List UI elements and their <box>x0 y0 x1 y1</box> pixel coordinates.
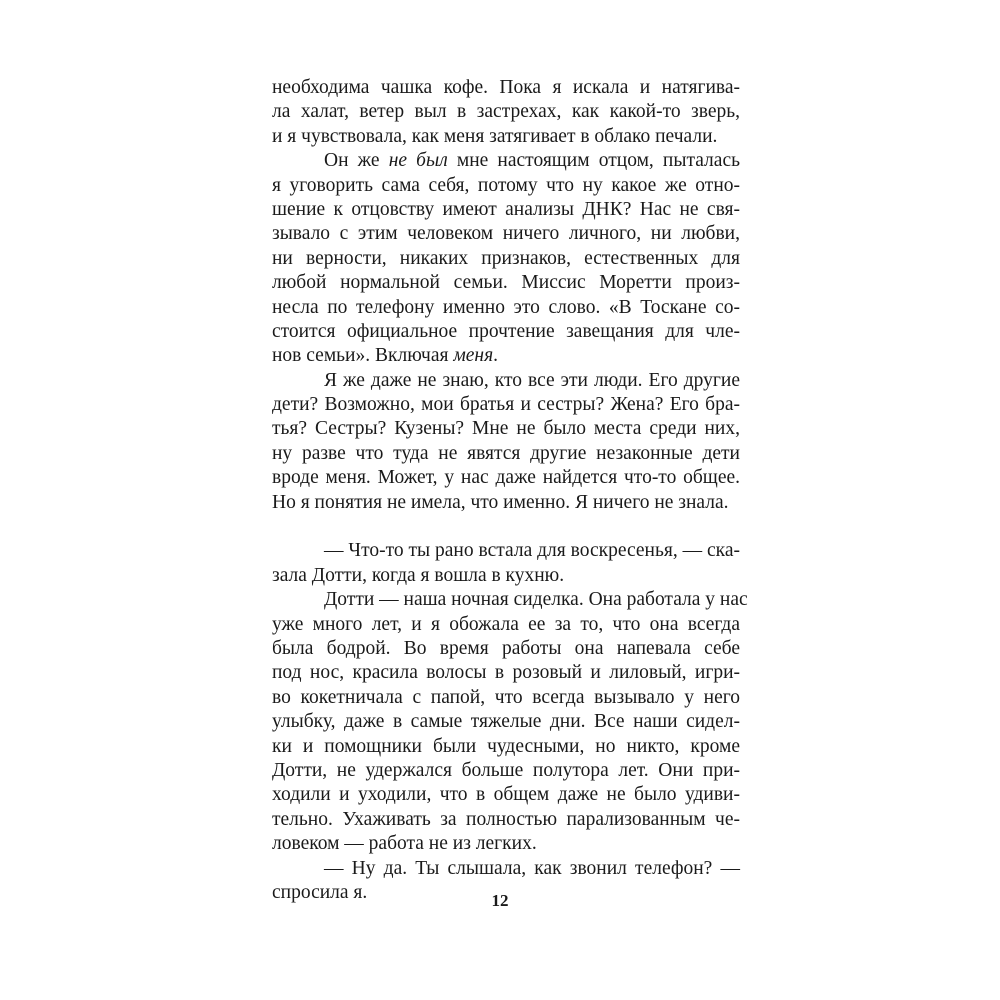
text-line: ки и помощники были чудесными, но никто, кроме <box>272 735 740 757</box>
text-line: ни верности, никаких признаков, естественных для <box>272 247 740 269</box>
text-line: улыбку, даже в самые тяжелые дни. Все наши сидел- <box>272 711 740 733</box>
text-line: дети? Возможно, мои братья и сестры? Жена? Его бра- <box>272 394 740 416</box>
text-line: — Что-то ты рано встала для воскресенья, — ска- <box>324 540 740 562</box>
text-line: ходили и уходили, что в общем даже не было удиви- <box>272 784 740 806</box>
text-line: тельно. Ухаживать за полностью парализованным че- <box>272 808 740 830</box>
section-break <box>272 515 740 539</box>
text-line: необходима чашка кофе. Пока я искала и натягива- <box>272 77 740 98</box>
text-line: шение к отцовству имеют анализы ДНК? Нас не свя- <box>272 198 740 220</box>
text-line <box>272 344 740 368</box>
text-segment: мне настоящим отцом, пыталась <box>447 150 740 172</box>
text-line: ну разве что туда не явятся другие незаконные дети <box>272 442 740 464</box>
text-line: тья? Сестры? Кузены? Мне не было места среди них, <box>272 418 740 440</box>
text-line: была бодрой. Во время работы она напевала себе <box>272 637 740 659</box>
text-line: стоится официальное прочтение завещания для чле- <box>272 320 740 342</box>
text-line: зала Дотти, когда я вошла в кухню. <box>272 564 565 586</box>
text-segment: . <box>493 345 499 367</box>
text-line: уже много лет, и я обожала ее за то, что она всегда <box>272 613 740 635</box>
text-line: во кокетничала с папой, что всегда вызывало у него <box>272 686 740 708</box>
page-number: 12 <box>491 891 509 910</box>
text-line: под нос, красила волосы в розовый и лиловый, игри- <box>272 662 740 684</box>
body-text <box>272 76 748 905</box>
text-line: несла по телефону именно это слово. «В Тоскане со- <box>272 296 740 318</box>
text-line <box>272 149 740 173</box>
italic-emphasis: не был <box>388 150 448 172</box>
text-line: Дотти, не удержался больше полутора лет. Они при- <box>272 759 740 781</box>
text-line: и я чувствовала, как меня затягивает в облако печали. <box>272 125 718 147</box>
italic-emphasis: меня <box>453 345 494 367</box>
text-line: Но я понятия не имела, что именно. Я ничего не знала. <box>272 491 729 513</box>
text-line: ла халат, ветер выл в застрехах, как какой-то зверь, <box>272 101 740 123</box>
text-segment: Он же <box>324 150 389 172</box>
text-line: ловеком — работа не из легких. <box>272 833 537 855</box>
text-line: Дотти — наша ночная сиделка. Она работала у нас <box>324 589 748 611</box>
text-line: я уговорить сама себя, потому что ну какое же отно- <box>272 174 740 196</box>
text-line: вроде меня. Может, у нас даже найдется что-то общее. <box>272 467 740 489</box>
text-line: спросила я. <box>272 881 368 903</box>
text-line: любой нормальной семьи. Миссис Моретти произ- <box>272 272 740 294</box>
text-line: зывало с этим человеком ничего личного, ни любви, <box>272 223 740 245</box>
text-line: Я же даже не знаю, кто все эти люди. Его другие <box>324 369 740 391</box>
text-segment: нов семьи». Включая <box>272 345 454 367</box>
text-line: — Ну да. Ты слышала, как звонил телефон? — <box>324 857 740 879</box>
